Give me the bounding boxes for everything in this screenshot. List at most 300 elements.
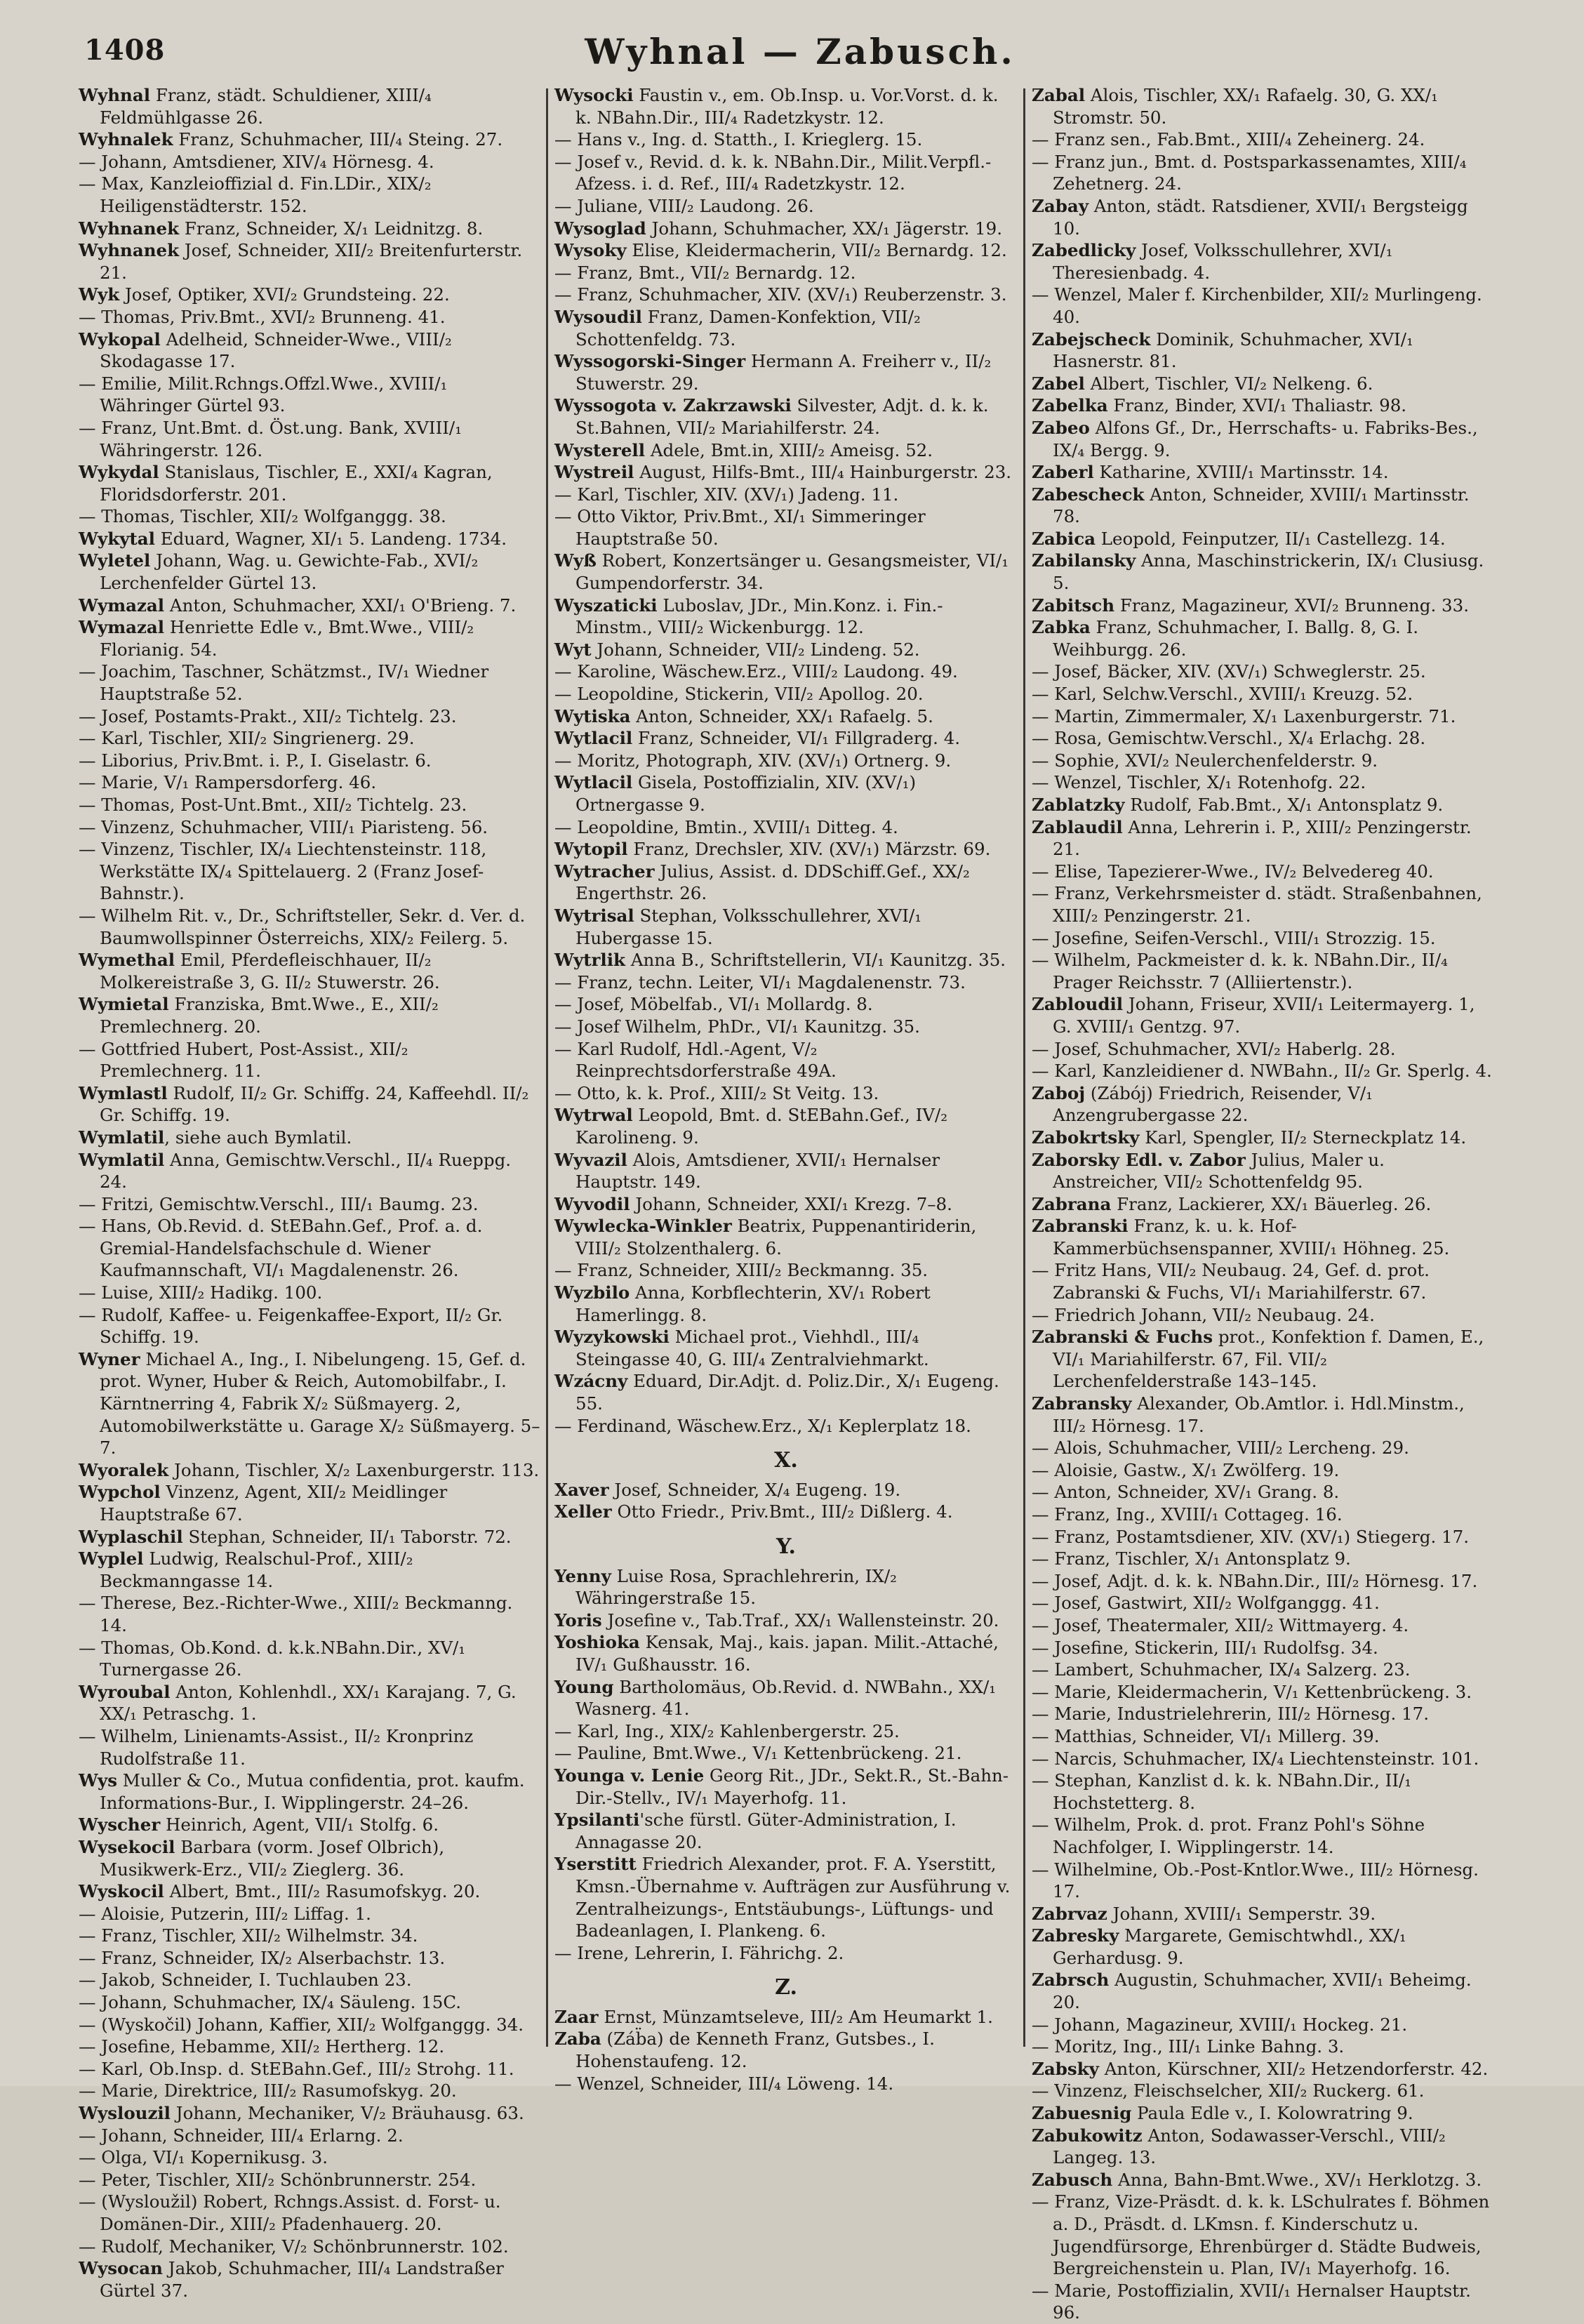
entry-text: — Wilhelm Rit. v., Dr., Schriftsteller, Sekr. d. Ver. d. Baumwollspinner Österreichs, XIX/₂ Feilerg. 5. (79, 905, 526, 948)
directory-entry (1032, 2191, 1495, 2279)
entry-text: Eduard, Wagner, XI/₁ 5. Landeng. 1734. (154, 528, 507, 549)
directory-entry (554, 683, 1018, 705)
directory-entry (79, 993, 542, 1037)
entry-text: — Josef, Gastwirt, XII/₂ Wolfganggg. 41. (1032, 1593, 1380, 1614)
entry-surname: Wytrisal (554, 905, 634, 926)
entry-text: — Wilhelm, Prok. d. prot. Franz Pohl's Söhne Nachfolger, I. Wipplingerstr. 14. (1032, 1814, 1425, 1857)
entry-text: Alois, Tischler, XX/₁ Rafaelg. 30, G. XX/₁ Stromstr. 50. (1053, 85, 1438, 128)
entry-text: — Josef, Bäcker, XIV. (XV/₁) Schweglerstr. 25. (1032, 661, 1426, 682)
entry-text: — Josefine, Stickerin, III/₁ Rudolfsg. 34. (1032, 1637, 1378, 1658)
entry-surname: Wymazal (79, 617, 165, 638)
entry-surname: Yserstitt (554, 1854, 637, 1875)
entry-text: — Johann, Schuhmacher, IX/₄ Säuleng. 15C. (79, 1992, 462, 2013)
entry-surname: Wytopil (554, 839, 628, 860)
section-letter: X. (774, 1448, 798, 1473)
entry-text: — Matthias, Schneider, VI/₁ Millerg. 39. (1032, 1725, 1380, 1746)
entry-surname: Wysoky (554, 240, 627, 261)
entry-surname: Zabloudil (1032, 994, 1124, 1015)
entry-text: — Franz, techn. Leiter, VI/₁ Magdalenenstr. 73. (554, 971, 966, 992)
directory-entry (554, 1609, 1018, 1632)
directory-entry (1032, 2080, 1495, 2102)
entry-text: Luboslav, JDr., Min.Konz. i. Fin.-Minstm., VIII/₂ Wickenburgg. 12. (575, 595, 943, 638)
entry-text: Jakob, Schuhmacher, III/₄ Landstraßer Gürtel 37. (100, 2258, 504, 2301)
directory-entry (554, 218, 1018, 240)
entry-text: — Thomas, Tischler, XII/₂ Wolfganggg. 38. (79, 506, 446, 527)
entry-surname: Wytiska (554, 705, 631, 726)
directory-entry (1032, 1215, 1495, 1259)
entry-surname: Zabransky (1032, 1393, 1132, 1414)
entry-text: Alexander, Ob.Amtlor. i. Hdl.Minstm., III/₂ Hörnesg. 17. (1053, 1393, 1465, 1436)
entry-text: Alfons Gf., Dr., Herrschafts- u. Fabriks-Bes., IX/₄ Bergg. 9. (1053, 417, 1478, 460)
entry-text: Vinzenz, Agent, XII/₂ Meidlinger Hauptstraße 67. (100, 1482, 448, 1525)
entry-surname: Wyskocil (79, 1881, 164, 1902)
entry-text: Franz, Drechsler, XIV. (XV/₁) Märzstr. 69. (627, 839, 991, 860)
page-number: 1408 (84, 34, 166, 67)
entry-text: Josef, Schneider, XII/₂ Breitenfurterstr. 21. (100, 240, 523, 283)
directory-entry (1032, 1659, 1495, 1681)
entry-surname: Wysocki (554, 85, 634, 105)
entry-text: (Zábój) Friedrich, Reisender, V/₁ Anzengrubergasse 22. (1053, 1082, 1373, 1126)
entry-text: Franz, Damen-Konfektion, VII/₂ Schottenfeldg. 73. (575, 306, 921, 350)
directory-entry (554, 771, 1018, 816)
entry-surname: Wyplaschil (79, 1526, 183, 1547)
directory-entry (79, 1548, 542, 1592)
directory-entry (79, 84, 542, 128)
directory-entry (1032, 1326, 1495, 1393)
directory-entry (79, 1127, 542, 1149)
directory-entry (554, 750, 1018, 772)
column-1 (79, 84, 542, 2301)
entry-text: Josef, Optiker, XVI/₂ Grundsteing. 22. (119, 284, 450, 305)
directory-entry (79, 1925, 542, 1947)
entry-text: Josef, Volksschullehrer, XVI/₁ Theresienbadg. 4. (1053, 240, 1393, 283)
entry-text: Johann, Friseur, XVII/₁ Leitermayerg. 1, G. XVIII/₁ Gentzg. 97. (1053, 994, 1475, 1037)
entry-text: — Franz, Unt.Bmt. d. Öst.ung. Bank, XVIII/₁ Währingerstr. 126. (79, 417, 462, 460)
entry-text: — Aloisie, Gastw., X/₁ Zwölferg. 19. (1032, 1459, 1340, 1480)
entry-text: Franz, Magazineur, XVI/₂ Brunneng. 33. (1114, 595, 1470, 616)
directory-entry (1032, 1814, 1495, 1858)
entry-text: — Vinzenz, Tischler, IX/₄ Liechtensteinstr. 118, Werkstätte IX/₄ Spittelauerg. 2 (Franz Josef-Bahnstr.). (79, 839, 487, 904)
directory-entry (79, 218, 542, 240)
entry-text: August, Hilfs-Bmt., III/₄ Hainburgerstr. 23. (634, 462, 1012, 483)
entry-surname: Wyhnalek (79, 129, 173, 150)
directory-entry (79, 128, 542, 151)
entry-surname: Wyner (79, 1348, 140, 1369)
directory-entry (1032, 528, 1495, 550)
directory-entry (1032, 1060, 1495, 1082)
directory-entry (554, 550, 1018, 594)
entry-text: Franz, Lackierer, XX/₁ Bäuerleg. 26. (1111, 1193, 1432, 1214)
entry-text: Leopold, Feinputzer, II/₁ Castellezg. 14. (1096, 528, 1446, 549)
entry-text: — Karl, Tischler, XII/₂ Singrienerg. 29. (79, 728, 415, 749)
entry-text: Anna, Lehrerin i. P., XIII/₂ Penzingerstr. 21. (1053, 816, 1472, 860)
directory-entry (79, 595, 542, 617)
entry-text: Rudolf, II/₂ Gr. Schiffg. 24, Kaffeehdl. II/₂ Gr. Schiffg. 19. (100, 1082, 529, 1126)
directory-entry (1032, 1393, 1495, 1437)
directory-entry (1032, 616, 1495, 660)
entry-text: Anton, Schneider, XVIII/₁ Martinsstr. 78. (1053, 484, 1470, 527)
directory-entry (1032, 816, 1495, 861)
directory-entry (79, 1282, 542, 1304)
directory-entry (79, 1814, 542, 1836)
entry-text: Anna, Bahn-Bmt.Wwe., XV/₁ Herklotzg. 3. (1112, 2169, 1482, 2190)
entry-text: Julius, Maler u. Anstreicher, VII/₂ Schottenfeldg 95. (1053, 1149, 1385, 1193)
directory-entry (1032, 1903, 1495, 1925)
entry-text: Adelheid, Schneider-Wwe., VIII/₂ Skodagasse 17. (100, 328, 452, 372)
entry-text: Heinrich, Agent, VII/₁ Stolfg. 6. (160, 1814, 439, 1835)
column-rule (546, 88, 548, 2047)
entry-text: Katharine, XVIII/₁ Martinsstr. 14. (1093, 462, 1389, 483)
entry-text: Stanislaus, Tischler, E., XXI/₄ Kagran, Floridsdorferstr. 201. (100, 462, 493, 505)
entry-surname: Wysekocil (79, 1836, 175, 1857)
entry-text: — Luise, XIII/₂ Hadikg. 100. (79, 1282, 323, 1303)
directory-entry (1032, 1925, 1495, 1969)
directory-entry (554, 861, 1018, 905)
entry-text: — Jakob, Schneider, I. Tuchlauben 23. (79, 1970, 412, 1991)
entry-text: — Vinzenz, Fleischselcher, XII/₂ Ruckerg. 61. (1032, 2080, 1425, 2101)
entry-surname: Zabel (1032, 373, 1085, 394)
entry-surname: Zaar (554, 2006, 599, 2027)
directory-entry (1032, 1437, 1495, 1459)
entry-surname: Wyß (554, 550, 597, 571)
entry-surname: Zaborsky Edl. v. Zabor (1032, 1149, 1246, 1170)
entry-text: — Franz, Ing., XVIII/₁ Cottageg. 16. (1032, 1504, 1343, 1525)
directory-entry (1032, 239, 1495, 284)
entry-text: Michael prot., Viehhdl., III/₄ Steingasse 40, G. III/₄ Zentralviehmarkt. (575, 1327, 929, 1369)
entry-surname: Wyzbilo (554, 1282, 630, 1303)
directory-entry (1032, 927, 1495, 950)
entry-text: — Josef, Möbelfab., VI/₁ Mollardg. 8. (554, 994, 873, 1015)
directory-entry (1032, 2058, 1495, 2080)
directory-entry (79, 2125, 542, 2147)
entry-text: Johann, Wag. u. Gewichte-Fab., XVI/₂ Lerchenfelder Gürtel 13. (100, 550, 479, 594)
entry-surname: Wyletel (79, 550, 151, 571)
entry-surname: Wysoudil (554, 306, 642, 327)
entry-text: — Franz, Schuhmacher, XIV. (XV/₁) Reuberzenstr. 3. (554, 284, 1007, 305)
directory-entry (1032, 2125, 1495, 2169)
directory-entry (79, 151, 542, 173)
directory-entry (79, 1991, 542, 2014)
column-2 (554, 84, 1018, 2094)
directory-entry (554, 1038, 1018, 1082)
entry-surname: Wytrwal (554, 1105, 633, 1126)
entry-text: — Josef v., Revid. d. k. k. NBahn.Dir., Milit.Verpfl.-Afzess. i. d. Ref., III/₄ Radetzkystr. 12. (554, 151, 992, 194)
directory-entry (79, 239, 542, 284)
entry-surname: Zabica (1032, 528, 1096, 549)
entry-text: Franziska, Bmt.Wwe., E., XII/₂ Premlechnerg. 20. (100, 994, 439, 1037)
directory-entry (79, 1903, 542, 1925)
directory-entry (79, 1082, 542, 1127)
directory-entry (79, 1304, 542, 1348)
directory-entry (554, 1720, 1018, 1743)
page-header (84, 28, 1516, 77)
entry-text: Alois, Amtsdiener, XVII/₁ Hernalser Hauptstr. 149. (575, 1149, 940, 1193)
entry-text: 'sche fürstl. Güter-Administration, I. Annagasse 20. (575, 1810, 957, 1852)
entry-surname: Zabuesnig (1032, 2103, 1132, 2124)
entry-surname: Wysoglad (554, 218, 646, 239)
entry-text: Anton, Schuhmacher, XXI/₁ O'Brieng. 7. (164, 595, 517, 616)
directory-entry (79, 2169, 542, 2191)
entry-text: — Karl, Ob.Insp. d. StEBahn.Gef., III/₂ Strohg. 11. (79, 2058, 514, 2079)
entry-surname: Zabranski & Fuchs (1032, 1327, 1213, 1348)
entry-text: — Franz, Tischler, XII/₂ Wilhelmstr. 34. (79, 1925, 418, 1946)
section-letter: Z. (775, 1975, 797, 2000)
entry-surname: Wyt (554, 639, 592, 660)
directory-entry (79, 1481, 542, 1525)
entry-text: — Leopoldine, Bmtin., XVIII/₁ Ditteg. 4. (554, 816, 898, 837)
directory-entry (554, 439, 1018, 462)
directory-entry (1032, 1127, 1495, 1149)
entry-text: Johann, Schneider, XXI/₁ Krezg. 7–8. (630, 1193, 952, 1214)
entry-text: Johann, Schneider, VII/₂ Lindeng. 52. (591, 639, 920, 660)
directory-entry (554, 2028, 1018, 2072)
directory-entry (1032, 1681, 1495, 1704)
entry-text: Johann, Tischler, X/₂ Laxenburgerstr. 113. (168, 1459, 540, 1480)
directory-entry (79, 2058, 542, 2080)
entry-text: — Josef, Theatermaler, XII/₂ Wittmayerg. 4. (1032, 1614, 1409, 1635)
directory-entry (1032, 1548, 1495, 1570)
entry-surname: Zabelka (1032, 395, 1108, 416)
entry-surname: Zabejscheck (1032, 328, 1151, 350)
entry-text: Stephan, Volksschullehrer, XVI/₁ Hubergasse 15. (575, 905, 922, 948)
entry-surname: Xaver (554, 1479, 609, 1500)
directory-entry (554, 1809, 1018, 1853)
entry-text: — Wenzel, Maler f. Kirchenbilder, XII/₂ Murlingeng. 40. (1032, 284, 1482, 327)
entry-surname: Zabitsch (1032, 595, 1115, 616)
directory-entry (554, 1282, 1018, 1326)
entry-surname: Zabilansky (1032, 550, 1136, 571)
entry-text: Ernst, Münzamtseleve, III/₂ Am Heumarkt 1. (598, 2006, 993, 2027)
entry-surname: Yoshioka (554, 1632, 640, 1653)
entry-text: — Anton, Schneider, XV/₁ Grang. 8. (1032, 1482, 1340, 1503)
entry-text: — Karl Rudolf, Hdl.-Agent, V/₂ Reinprechtsdorferstraße 49A. (554, 1038, 837, 1082)
entry-text: — Franz jun., Bmt. d. Postsparkassenamtes, XIII/₄ Zehetnerg. 24. (1032, 151, 1467, 194)
directory-entry (1032, 993, 1495, 1037)
entry-text: — Moritz, Ing., III/₁ Linke Bahng. 3. (1032, 2036, 1345, 2057)
directory-entry (79, 2257, 542, 2302)
directory-entry (1032, 861, 1495, 883)
entry-text: — Johann, Amtsdiener, XIV/₄ Hörnesg. 4. (79, 151, 434, 172)
entry-text: — Karl, Tischler, XIV. (XV/₁) Jadeng. 11. (554, 484, 899, 505)
entry-surname: Wymazal (79, 595, 165, 616)
directory-entry (1032, 1149, 1495, 1193)
entry-text: — Karl, Kanzleidiener d. NWBahn., II/₂ Gr. Sperlg. 4. (1032, 1061, 1492, 1082)
directory-entry (1032, 660, 1495, 683)
directory-entry (554, 2073, 1018, 2095)
entry-text: — Johann, Schneider, III/₄ Erlarng. 2. (79, 2125, 404, 2146)
directory-entry (79, 1836, 542, 1880)
entry-text: — Olga, VI/₁ Kopernikusg. 3. (79, 2147, 328, 2168)
entry-text: — Josefine, Hebamme, XII/₂ Hertherg. 12. (79, 2036, 445, 2057)
entry-text: — Josef, Postamts-Prakt., XII/₂ Tichtelg. 23. (79, 705, 457, 726)
entry-text: Hermann A. Freiherr v., II/₂ Stuwerstr. 29. (575, 351, 992, 394)
entry-text: Franz, städt. Schuldiener, XIII/₄ Feldmühlgasse 26. (100, 85, 432, 128)
directory-entry (1032, 1703, 1495, 1725)
directory-entry (1032, 705, 1495, 728)
entry-text: — Gottfried Hubert, Post-Assist., XII/₂ Premlechnerg. 11. (79, 1038, 408, 1082)
entry-text: — Wilhelm, Linienamts-Assist., II/₂ Kronprinz Rudolfstraße 11. (79, 1725, 474, 1769)
directory-entry (554, 1676, 1018, 1720)
directory-entry (1032, 2280, 1495, 2324)
entry-text: — Rosa, Gemischtw.Verschl., X/₄ Erlachg. 28. (1032, 728, 1426, 749)
entry-text: Bartholomäus, Ob.Revid. d. NWBahn., XX/₁ Wasnerg. 41. (575, 1676, 997, 1720)
entry-text: prot., Konfektion f. Damen, E., VI/₁ Mariahilferstr. 67, Fil. VII/₂ Lerchenfelderstraße 143–145. (1053, 1327, 1484, 1392)
entry-text: — Wilhelmine, Ob.-Post-Kntlor.Wwe., III/₂ Hörnesg. 17. (1032, 1859, 1479, 1902)
directory-entry (1032, 417, 1495, 461)
entry-text: Franz, Schneider, X/₁ Leidnitzg. 8. (179, 218, 484, 239)
directory-entry (554, 705, 1018, 728)
directory-entry (79, 1725, 542, 1769)
entry-text: — Josefine, Seifen-Verschl., VIII/₁ Strozzig. 15. (1032, 927, 1436, 948)
entry-text: — Franz, Postamtsdiener, XIV. (XV/₁) Stiegerg. 17. (1032, 1526, 1469, 1547)
entry-text: Ludwig, Realschul-Prof., XIII/₂ Beckmanngasse 14. (100, 1548, 413, 1591)
directory-entry (554, 1370, 1018, 1414)
entry-text: — Rudolf, Mechaniker, V/₂ Schönbrunnerstr. 102. (79, 2236, 509, 2257)
directory-entry (554, 1765, 1018, 1809)
entry-text: — Franz, Vize-Präsdt. d. k. k. LSchulrates f. Böhmen a. D., Präsdt. d. LKmsn. f. Kinderschutz u. Jugendfürsorge, Ehrenbürger d. Städte Budweis, Bergreichenstein u. Plan, IV/₁ Mayerhofg. 16. (1032, 2191, 1490, 2279)
entry-surname: Wymlatil (79, 1127, 165, 1148)
directory-entry (554, 505, 1018, 550)
directory-entry (554, 595, 1018, 639)
directory-entry (554, 2006, 1018, 2028)
entry-surname: Yoris (554, 1609, 602, 1631)
entry-surname: Zabrvaz (1032, 1903, 1107, 1924)
directory-entry (1032, 794, 1495, 816)
entry-text: Rudolf, Fab.Bmt., X/₁ Antonsplatz 9. (1124, 795, 1444, 815)
entry-surname: Wyk (79, 284, 120, 305)
entry-text: Adele, Bmt.in, XIII/₂ Ameisg. 52. (645, 439, 933, 460)
entry-text: Franz, k. u. k. Hof-Kammerbüchsenspanner, XVIII/₁ Höhneg. 25. (1053, 1216, 1450, 1259)
directory-entry (554, 1016, 1018, 1038)
directory-entry (1032, 1769, 1495, 1814)
entry-surname: Younga v. Lenie (554, 1765, 705, 1786)
directory-entry (554, 394, 1018, 439)
directory-entry (554, 993, 1018, 1016)
entry-text: — Franz, Bmt., VII/₂ Bernardg. 12. (554, 262, 856, 283)
directory-entry (1032, 1969, 1495, 2013)
directory-entry (554, 727, 1018, 750)
entry-text: — Moritz, Photograph, XIV. (XV/₁) Ortnerg. 9. (554, 750, 952, 771)
directory-entry (554, 1082, 1018, 1105)
directory-entry (79, 461, 542, 505)
entry-text: — Martin, Zimmermaler, X/₁ Laxenburgerstr. 71. (1032, 705, 1456, 726)
entry-text: Anna, Maschinstrickerin, IX/₁ Clusiusg. 5. (1053, 550, 1484, 594)
entry-text: — Franz sen., Fab.Bmt., XIII/₄ Zeheinerg. 24. (1032, 129, 1425, 150)
entry-surname: Zaba (554, 2028, 601, 2050)
entry-surname: Wysterell (554, 439, 646, 460)
entry-text: Leopold, Bmt. d. StEBahn.Gef., IV/₂ Karolineng. 9. (575, 1105, 948, 1148)
entry-text: Albert, Tischler, VI/₂ Nelkeng. 6. (1084, 373, 1373, 394)
entry-text: Franz, Binder, XVI/₁ Thaliastr. 98. (1107, 395, 1407, 416)
directory-entry (1032, 1082, 1495, 1127)
entry-text: — Juliane, VIII/₂ Laudong. 26. (554, 195, 814, 216)
directory-entry (1032, 882, 1495, 927)
directory-entry (554, 239, 1018, 262)
directory-entry (79, 2146, 542, 2169)
entry-text: — Fritz Hans, VII/₂ Neubaug. 24, Gef. d. prot. Zabranski & Fuchs, VI/₁ Mariahilferstr. 67. (1032, 1260, 1430, 1303)
entry-text: Silvester, Adjt. d. k. k. St.Bahnen, VII/₂ Mariahilferstr. 24. (575, 395, 989, 438)
entry-text: Muller & Co., Mutua confidentia, prot. kaufm. Informations-Bur., I. Wipplingerstr. 24–26. (100, 1770, 525, 1813)
entry-text: Barbara (vorm. Josef Olbrich), Musikwerk-Erz., VII/₂ Zieglerg. 36. (100, 1836, 445, 1880)
entry-text: Anton, Kohlenhdl., XX/₁ Karajang. 7, G. XX/₁ Petraschg. 1. (100, 1681, 517, 1725)
directory-entry (79, 616, 542, 660)
directory-entry (554, 461, 1018, 484)
entry-text: Franz, Schuhmacher, III/₄ Steing. 27. (173, 129, 503, 150)
entry-text: Franz, Schuhmacher, I. Ballg. 8, G. I. Weihburgg. 26. (1053, 617, 1419, 660)
directory-entry (79, 417, 542, 461)
entry-surname: Zabranski (1032, 1216, 1129, 1237)
entry-text: Otto Friedr., Priv.Bmt., III/₂ Dißlerg. 4. (611, 1501, 953, 1522)
directory-entry (79, 1149, 542, 1193)
entry-text: — Joachim, Taschner, Schätzmst., IV/₁ Wiedner Hauptstraße 52. (79, 661, 489, 705)
directory-entry (554, 1215, 1018, 1259)
directory-entry (79, 373, 542, 417)
directory-entry (1032, 2014, 1495, 2036)
entry-surname: Wymlatil (79, 1149, 165, 1170)
entry-surname: Zabescheck (1032, 484, 1145, 505)
directory-entry (554, 1631, 1018, 1675)
entry-surname: Wzácny (554, 1371, 628, 1392)
directory-entry (79, 794, 542, 816)
entry-surname: Wyhnal (79, 85, 151, 105)
directory-entry (554, 195, 1018, 218)
directory-entry (1032, 1304, 1495, 1327)
column-3 (1032, 84, 1495, 2323)
entry-surname: Wyscher (79, 1814, 161, 1835)
entry-surname: Wykopal (79, 328, 161, 350)
directory-entry (1032, 1259, 1495, 1303)
entry-text: — Franz, Schneider, XIII/₂ Beckmanng. 35. (554, 1260, 929, 1281)
entry-text: — (Wyskočil) Johann, Kaffier, XII/₂ Wolfganggg. 34. (79, 2014, 524, 2035)
entry-text: — Thomas, Post-Unt.Bmt., XII/₂ Tichtelg. 23. (79, 795, 467, 815)
directory-entry (79, 2036, 542, 2058)
entry-text: Georg Rit., JDr., Sekt.R., St.-Bahn-Dir.-Stellv., IV/₁ Mayerhofg. 11. (575, 1765, 1009, 1808)
entry-surname: Wytrlik (554, 950, 626, 971)
directory-entry (1032, 2102, 1495, 2125)
directory-entry (554, 84, 1018, 128)
entry-surname: Ypsilanti (554, 1810, 640, 1831)
entry-text: — Peter, Tischler, XII/₂ Schönbrunnerstr. 254. (79, 2169, 477, 2190)
entry-text: — Fritzi, Gemischtw.Verschl., III/₁ Baumg. 23. (79, 1193, 479, 1214)
directory-entry (554, 284, 1018, 306)
entry-text: — Karl, Selchw.Verschl., XVIII/₁ Kreuzg. 52. (1032, 684, 1413, 705)
entry-text: Josef, Schneider, X/₄ Eugeng. 19. (608, 1479, 901, 1500)
directory-entry (1032, 394, 1495, 417)
running-head: Wyhnal — Zabusch. (585, 31, 1016, 72)
entry-surname: Zabresky (1032, 1925, 1119, 1946)
entry-surname: Wykytal (79, 528, 155, 549)
entry-surname: Zablatzky (1032, 795, 1125, 815)
entry-text: — Otto, k. k. Prof., XIII/₂ St Veitg. 13. (554, 1082, 879, 1103)
directory-entry (1032, 683, 1495, 705)
directory-entry (79, 2014, 542, 2036)
entry-text: Anton, Schneider, XX/₁ Rafaelg. 5. (630, 705, 933, 726)
directory-entry (554, 306, 1018, 350)
entry-text: — Stephan, Kanzlist d. k. k. NBahn.Dir., II/₁ Hochstetterg. 8. (1032, 1770, 1412, 1813)
directory-entry (79, 1348, 542, 1459)
entry-text: — Marie, V/₁ Rampersdorferg. 46. (79, 772, 377, 793)
directory-entry (1032, 1614, 1495, 1637)
directory-entry (79, 905, 542, 949)
directory-entry (1032, 328, 1495, 373)
directory-entry (1032, 2036, 1495, 2058)
entry-surname: Zabsky (1032, 2058, 1099, 2079)
entry-text: Josefine v., Tab.Traf., XX/₁ Wallensteinstr. 20. (601, 1609, 999, 1631)
entry-text: Julius, Assist. d. DDSchiff.Gef., XX/₂ Engerthstr. 26. (575, 861, 970, 904)
entry-surname: Wyslouzil (79, 2103, 171, 2124)
entry-surname: Zabeo (1032, 417, 1090, 438)
entry-text: — Wenzel, Tischler, X/₁ Rotenhofg. 22. (1032, 772, 1366, 793)
